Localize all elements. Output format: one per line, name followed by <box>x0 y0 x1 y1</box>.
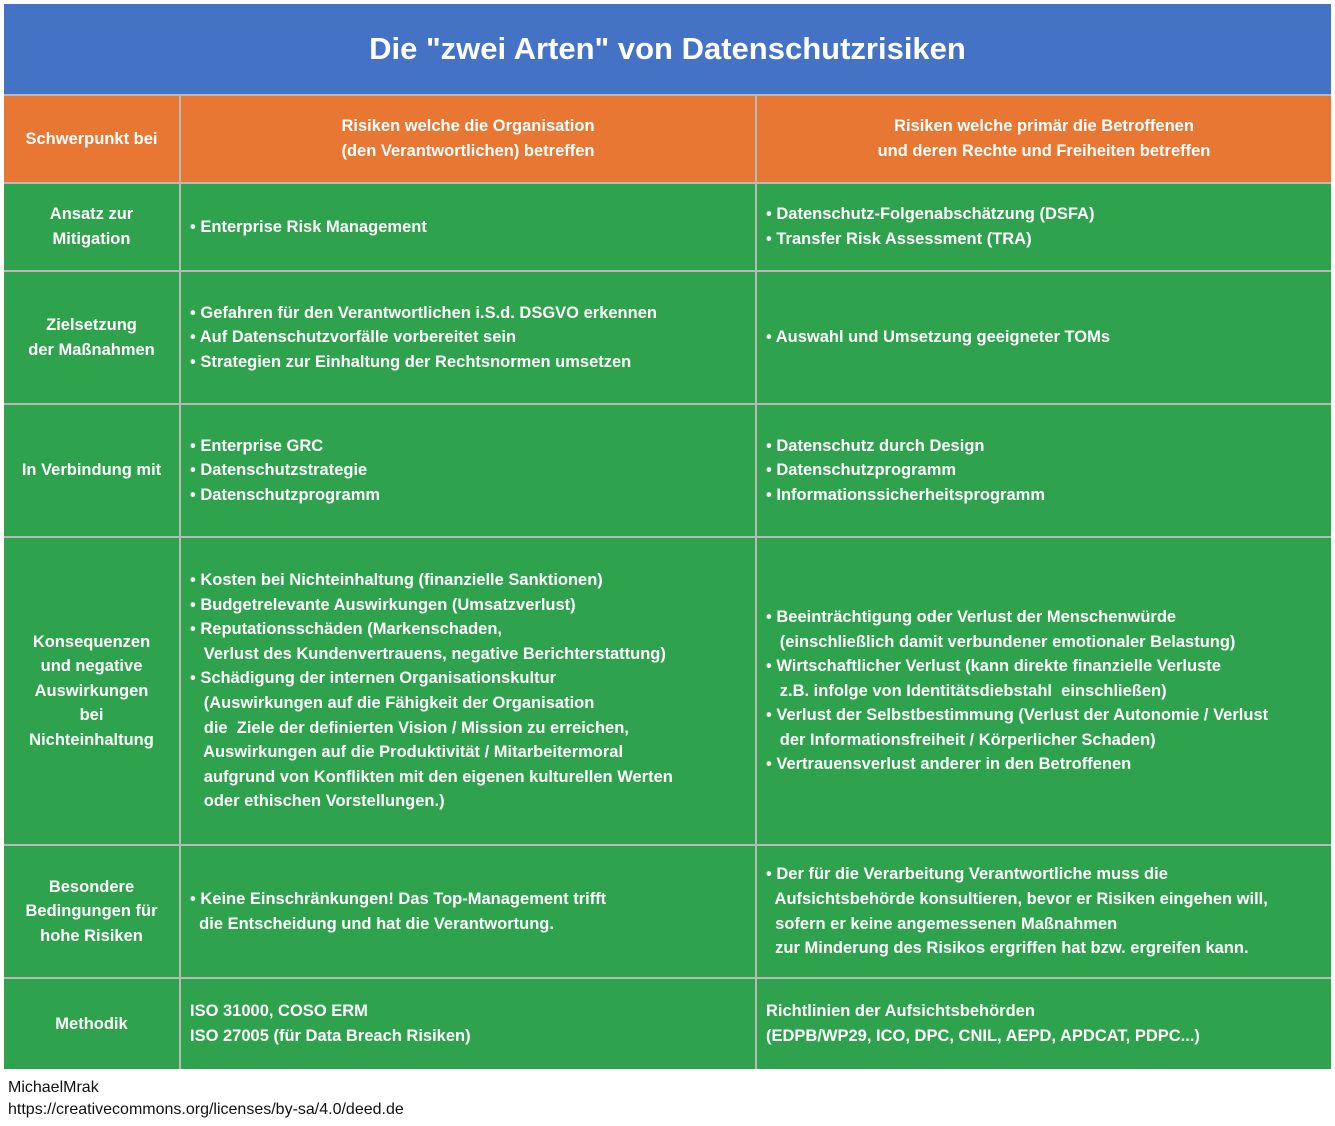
header-affected-text <box>878 114 1211 163</box>
list-item: Verlust des Kundenvertrauens, negative Berichterstattung) <box>190 644 666 663</box>
cell-affected-mitigation <box>757 184 1331 270</box>
cell-org-consequences <box>181 538 755 844</box>
row-label-connection <box>4 405 179 536</box>
cell-affected-methodology <box>757 979 1331 1069</box>
list-item: • Schädigung der internen Organisationskultur <box>190 669 557 688</box>
list-item: • Enterprise Risk Management <box>190 217 427 236</box>
label-line: In Verbindung mit <box>21 461 162 480</box>
row-label-text <box>55 1012 127 1037</box>
list-item: die Entscheidung und hat die Verantwortung. <box>190 914 554 933</box>
list-item: • Vertrauensverlust anderer in den Betroffenen <box>766 755 1132 774</box>
risk-table <box>4 4 1331 1069</box>
cell-text <box>190 887 606 936</box>
label-line: Besondere <box>48 877 135 896</box>
list-item: • Auf Datenschutzvorfälle vorbereitet sein <box>190 328 517 347</box>
list-item: (EDPB/WP29, ICO, DPC, CNIL, AEPD, APDCAT, PDPC...) <box>766 1027 1200 1045</box>
row-label-text <box>22 458 161 483</box>
list-item: ISO 31000, COSO ERM <box>190 1002 368 1021</box>
list-item: (Auswirkungen auf die Fähigkeit der Organisation <box>190 694 595 712</box>
list-item: die Ziele der definierten Vision / Mission zu erreichen, <box>190 718 629 737</box>
header-focus <box>4 96 179 182</box>
cell-affected-consequences <box>757 538 1331 844</box>
label-line: Ansatz zur <box>49 205 134 224</box>
header-line: und deren Rechte und Freiheiten betreffen <box>877 142 1211 160</box>
label-line: Zielsetzung <box>46 315 137 334</box>
cell-text <box>766 999 1200 1048</box>
label-line: und negative <box>40 657 143 676</box>
list-item: • Kosten bei Nichteinhaltung (finanzielle Sanktionen) <box>190 571 603 590</box>
row-label-methodology <box>4 979 179 1069</box>
header-line: Risiken welche die Organisation <box>341 117 595 136</box>
cell-org-objectives <box>181 272 755 403</box>
list-item: • Budgetrelevante Auswirkungen (Umsatzverlust) <box>190 595 576 614</box>
header-organisation <box>181 96 755 182</box>
list-item: • Datenschutzprogramm <box>766 461 957 480</box>
cell-affected-high-risks <box>757 846 1331 977</box>
footer-license: https://creativecommons.org/licenses/by-sa/4.0/deed.de <box>8 1101 404 1118</box>
row-label-mitigation <box>4 184 179 270</box>
cell-text <box>766 202 1094 251</box>
cell-text <box>190 215 427 240</box>
list-item: ISO 27005 (für Data Breach Risiken) <box>190 1027 471 1045</box>
label-line: Mitigation <box>52 230 131 248</box>
list-item: sofern er keine angemessenen Maßnahmen <box>766 914 1118 933</box>
list-item: • Datenschutzstrategie <box>190 461 368 480</box>
list-item: • Datenschutz-Folgenabschätzung (DSFA) <box>766 205 1095 224</box>
list-item: • Auswahl und Umsetzung geeigneter TOMs <box>766 328 1111 347</box>
list-item: • Informationssicherheitsprogramm <box>766 485 1046 504</box>
label-line: hohe Risiken <box>40 926 143 945</box>
cell-org-mitigation <box>181 184 755 270</box>
footer-author: MichaelMrak <box>8 1079 99 1096</box>
table-title: Die "zwei Arten" von Datenschutzrisiken <box>4 4 1331 94</box>
cell-text <box>190 434 380 508</box>
row-label-consequences <box>4 538 179 844</box>
list-item: zur Minderung des Risikos ergriffen hat bzw. ergreifen kann. <box>766 939 1249 958</box>
label-line: der Maßnahmen <box>28 340 155 359</box>
header-organisation-text <box>341 114 594 163</box>
row-label-text <box>26 875 158 949</box>
cell-text <box>190 999 471 1048</box>
cell-text <box>766 325 1110 350</box>
row-label-text <box>50 202 133 251</box>
header-focus-label: Schwerpunkt bei <box>25 129 158 148</box>
cell-affected-objectives <box>757 272 1331 403</box>
row-label-objectives <box>4 272 179 403</box>
list-item: z.B. infolge von Identitätsdiebstahl einschließen) <box>766 681 1167 700</box>
row-label-high-risks <box>4 846 179 977</box>
list-item: aufgrund von Konflikten mit den eigenen kulturellen Werten <box>190 767 673 786</box>
cell-text <box>190 301 657 375</box>
list-item: • Gefahren für den Verantwortlichen i.S.d. DSGVO erkennen <box>190 303 657 322</box>
list-item: • Transfer Risk Assessment (TRA) <box>766 230 1032 248</box>
list-item: • Strategien zur Einhaltung der Rechtsnormen umsetzen <box>190 352 632 371</box>
list-item: • Der für die Verarbeitung Verantwortliche muss die <box>766 865 1168 884</box>
header-affected <box>757 96 1331 182</box>
row-label-text <box>28 313 155 362</box>
cell-org-connection <box>181 405 755 536</box>
label-line: Bedingungen für <box>25 902 158 921</box>
cell-text <box>766 434 1045 508</box>
cell-affected-connection <box>757 405 1331 536</box>
list-item: • Verlust der Selbstbestimmung (Verlust der Autonomie / Verlust <box>766 706 1269 725</box>
list-item: (einschließlich damit verbundener emotionaler Belastung) <box>766 632 1236 651</box>
label-line: Konsequenzen <box>32 632 151 651</box>
list-item: • Enterprise GRC <box>190 436 324 455</box>
cell-text <box>766 605 1268 777</box>
label-line: Methodik <box>55 1014 128 1033</box>
cell-text <box>190 568 673 814</box>
label-line: Nichteinhaltung <box>29 730 154 749</box>
list-item: Auswirkungen auf die Produktivität / Mitarbeitermoral <box>190 743 624 762</box>
label-line: Auswirkungen <box>34 681 149 700</box>
cell-org-methodology <box>181 979 755 1069</box>
list-item: • Wirtschaftlicher Verlust (kann direkte finanzielle Verluste <box>766 657 1221 676</box>
header-line: (den Verantwortlichen) betreffen <box>341 142 595 160</box>
header-line: Risiken welche primär die Betroffenen <box>894 117 1194 136</box>
list-item: • Reputationsschäden (Markenschaden, <box>190 620 503 639</box>
list-item: • Datenschutz durch Design <box>766 436 985 455</box>
list-item: oder ethischen Vorstellungen.) <box>190 792 445 811</box>
list-item: Richtlinien der Aufsichtsbehörden <box>766 1002 1035 1021</box>
cell-org-high-risks <box>181 846 755 977</box>
label-line: bei <box>79 706 104 725</box>
list-item: • Beeinträchtigung oder Verlust der Menschenwürde <box>766 607 1177 626</box>
cell-text <box>766 862 1268 960</box>
list-item: • Keine Einschränkungen! Das Top-Management trifft <box>190 889 607 908</box>
row-label-text <box>29 630 154 753</box>
list-item: • Datenschutzprogramm <box>190 485 381 504</box>
list-item: Aufsichtsbehörde konsultieren, bevor er Risiken eingehen will, <box>766 889 1268 908</box>
list-item: der Informationsfreiheit / Körperlicher Schaden) <box>766 730 1156 749</box>
